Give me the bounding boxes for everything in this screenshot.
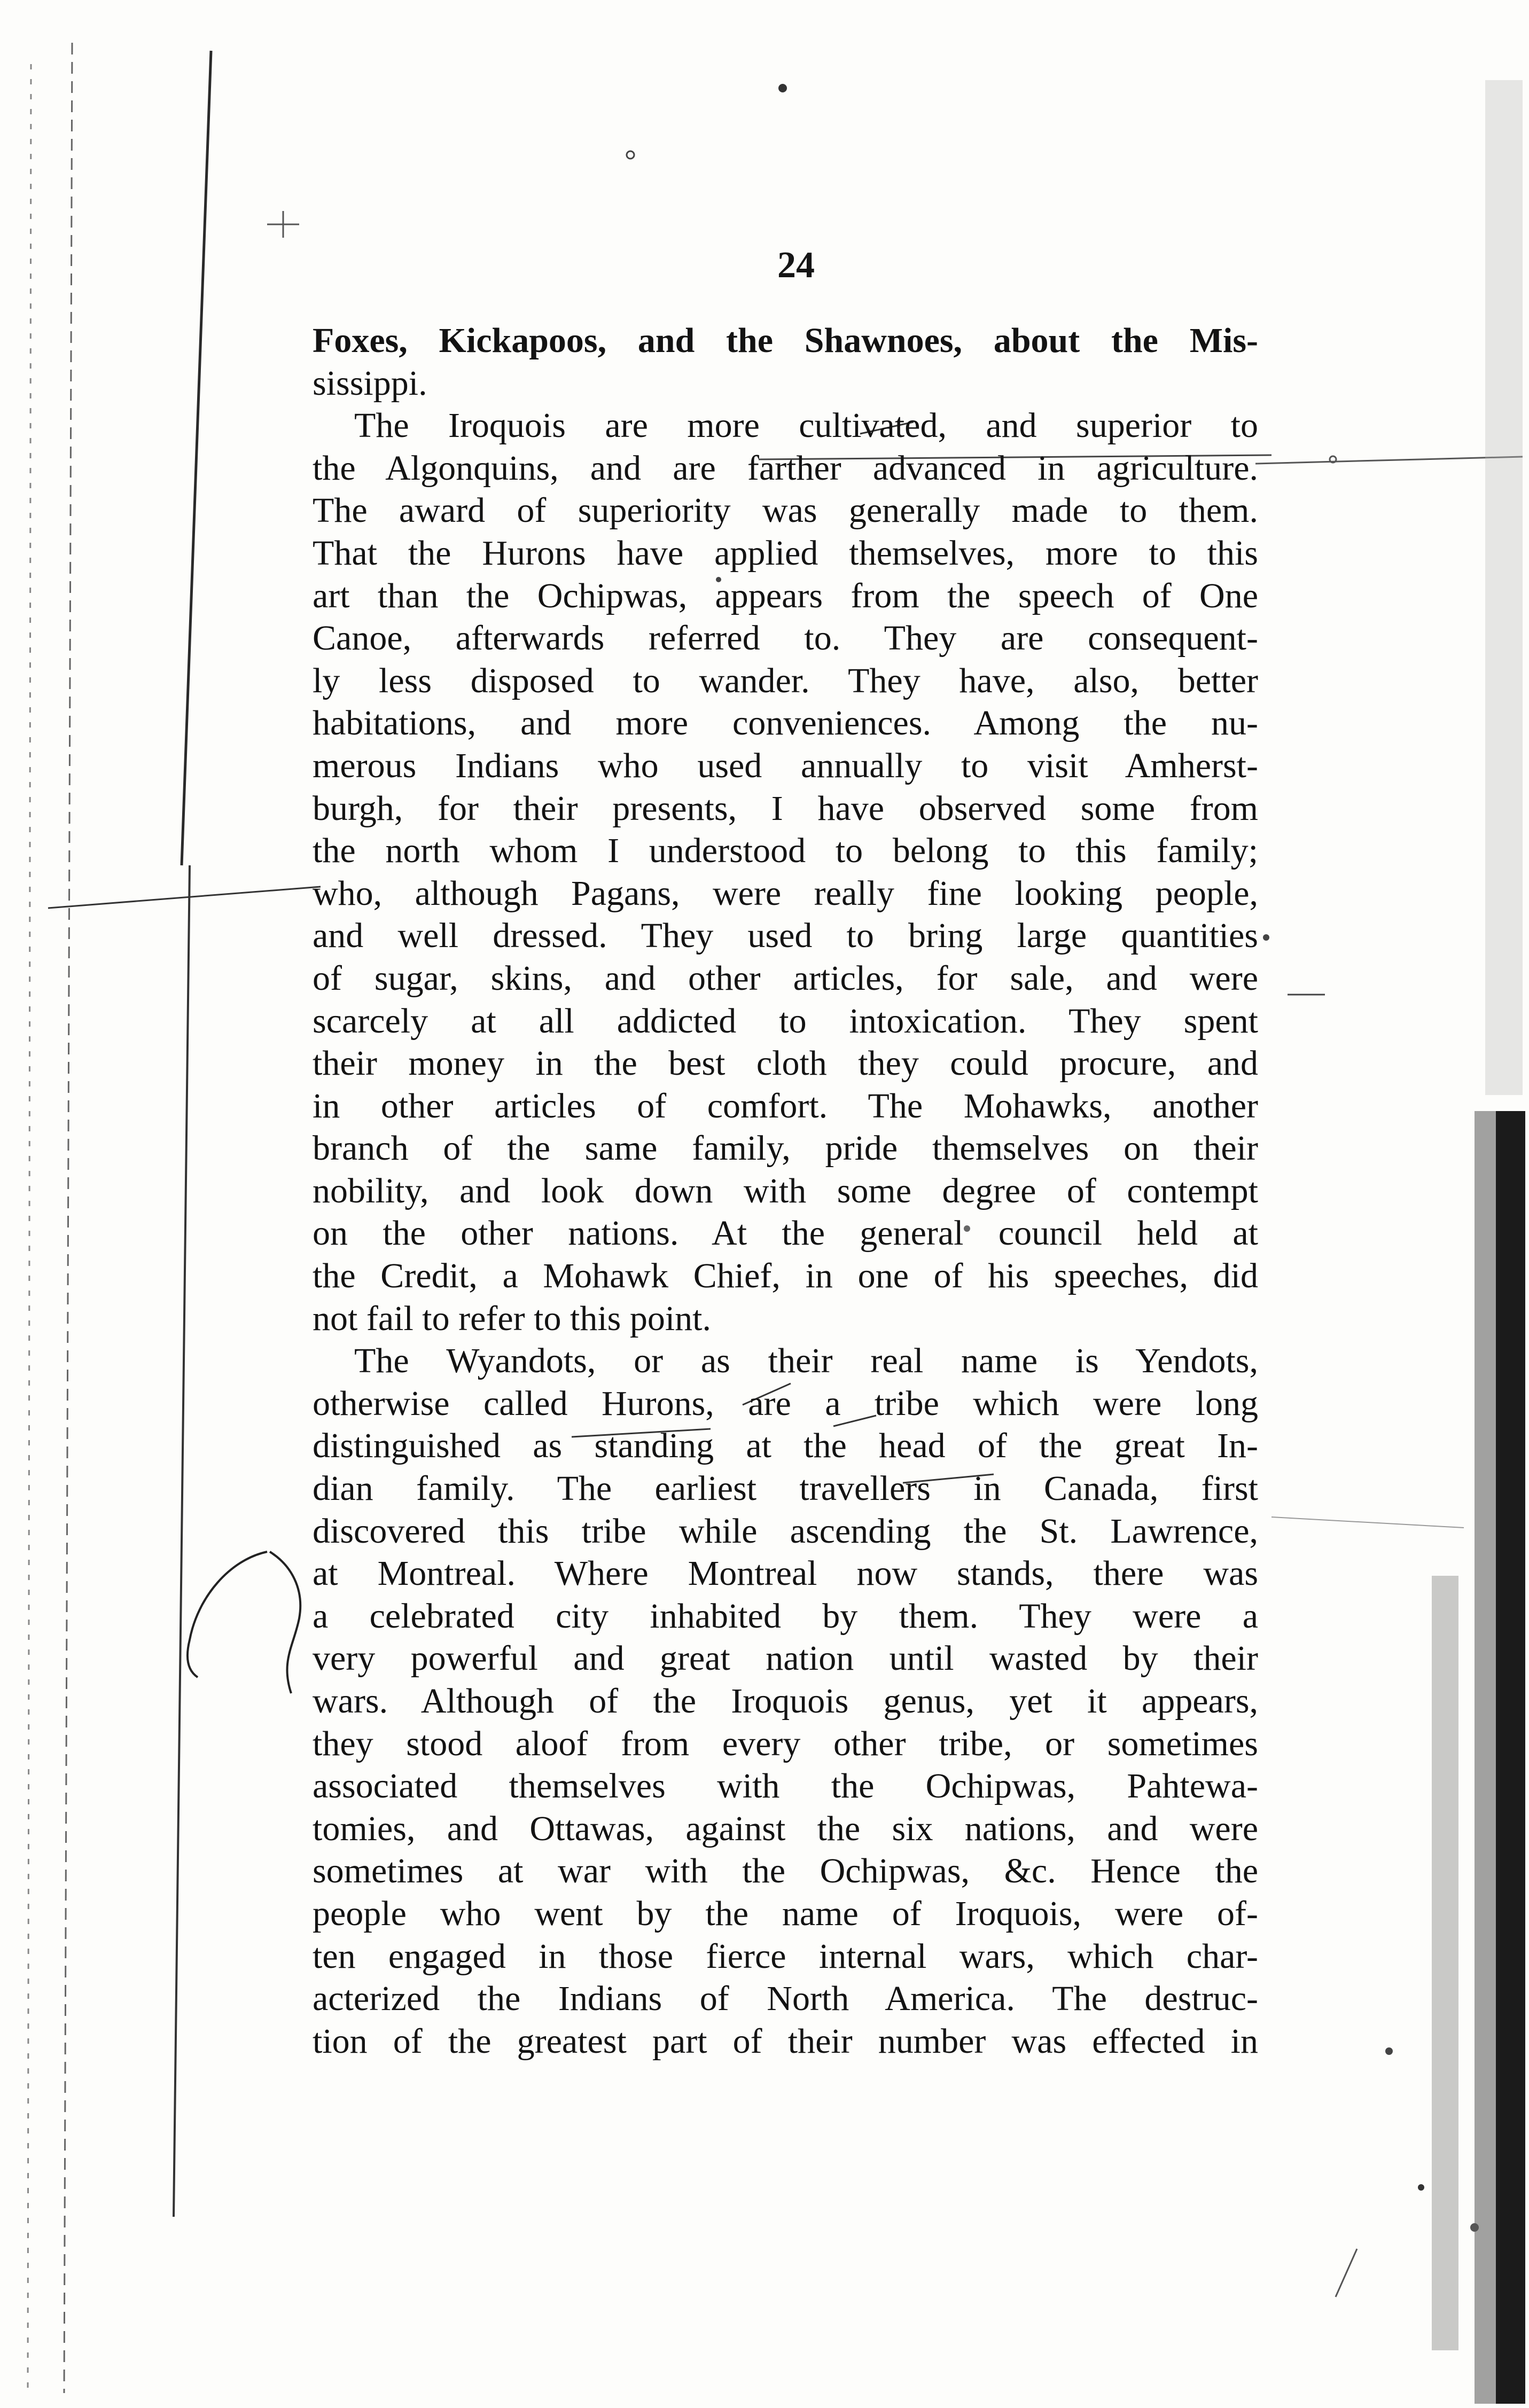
text-line: of sugar, skins, and other articles, for sale, and were [313,958,1258,998]
scan-speck [1263,934,1269,941]
text-line: at Montreal. Where Montreal now stands, there was [313,1554,1258,1593]
text-line: sometimes at war with the Ochipwas, &c. Hence the [313,1851,1258,1891]
text-line: their money in the best cloth they could procure, and [313,1044,1258,1083]
text-line: distinguished as standing at the head of the great In- [313,1426,1258,1466]
scan-speck [1385,2047,1393,2055]
text-line: they stood aloof from every other tribe, or sometimes [313,1724,1258,1763]
scan-speck [1470,2223,1479,2232]
scan-speck [1418,2184,1424,2191]
paragraph-wyandots [313,1340,1258,2062]
text-line: in other articles of comfort. The Mohawks, another [313,1086,1258,1125]
text-line: scarcely at all addicted to intoxication. They spent [313,1001,1258,1041]
text-line: The Wyandots, or as their real name is Yendots, [354,1341,1258,1381]
pencil-mark [1271,1517,1464,1528]
margin-rule-line [28,64,31,2393]
text-line: otherwise called Hurons, are a tribe which were long [313,1383,1258,1423]
text-line: art than the Ochipwas, appears from the speech of One [313,576,1258,615]
scan-speck [627,151,634,159]
pencil-mark [48,887,321,908]
pencil-bracket [188,1552,267,1677]
text-line: the north whom I understood to belong to this family; [313,831,1258,871]
text-line: on the other nations. At the general council held at [313,1214,1258,1253]
paragraph-iroquois [313,404,1258,1340]
pencil-mark [1255,457,1523,464]
text-line: merous Indians who used annually to visit Amherst- [313,746,1258,785]
text-line: and well dressed. They used to bring large quantities [313,916,1258,956]
text-line: That the Hurons have applied themselves, more to this [313,533,1258,573]
text-line: dian family. The earliest travellers in Canada, first [313,1469,1258,1508]
text-line: associated themselves with the Ochipwas, Pahtewa- [313,1766,1258,1806]
text-line: who, although Pagans, were really fine looking people, [313,873,1258,913]
text-line: tion of the greatest part of their number was effected in [313,2021,1258,2061]
binding-shadow [1485,80,1523,1095]
margin-rule-line [64,43,72,2393]
pencil-bracket [270,1552,300,1693]
text-line: very powerful and great nation until wasted by their [313,1639,1258,1678]
text-line: ten engaged in those fierce internal wars, which char- [313,1936,1258,1976]
text-line: tomies, and Ottawas, against the six nations, and were [313,1809,1258,1848]
binding-shadow [1496,1111,1525,2404]
binding-shadow [1475,1111,1496,2404]
margin-rule-line [182,51,211,865]
text-line: The Iroquois are more cultivated, and superior to [354,406,1258,445]
text-line: a celebrated city inhabited by them. They were a [313,1596,1258,1636]
text-line: discovered this tribe while ascending the St. Lawrence, [313,1511,1258,1551]
text-line: Foxes, Kickapoos, and the Shawnoes, about the Mis- [313,321,1258,360]
margin-rule-line [174,865,190,2217]
text-line: acterized the Indians of North America. The destruc- [313,1979,1258,2019]
scan-speck [267,211,299,238]
text-line: ly less disposed to wander. They have, also, better [313,661,1258,700]
text-line: The award of superiority was generally made to them. [313,491,1258,530]
text-line: burgh, for their presents, I have observed some from [313,788,1258,828]
text-line: the Algonquins, and are farther advanced in agriculture. [313,448,1258,488]
scan-speck [778,84,787,92]
text-line: people who went by the name of Iroquois, were of- [313,1894,1258,1933]
text-line: Canoe, afterwards referred to. They are consequent- [313,619,1258,658]
text-line: the Credit, a Mohawk Chief, in one of his speeches, did [313,1256,1258,1296]
text-line: not fail to refer to this point. [313,1299,712,1338]
text-line: sissippi. [313,363,427,403]
text-line: habitations, and more conveniences. Among the nu- [313,703,1258,743]
text-line: nobility, and look down with some degree of contempt [313,1171,1258,1210]
page-number: 24 [777,245,815,286]
text-line: wars. Although of the Iroquois genus, yet it appears, [313,1682,1258,1721]
body-text [313,319,1258,2062]
text-line: branch of the same family, pride themselves on their [313,1129,1258,1168]
paragraph-continuation [313,319,1258,404]
binding-shadow [1432,1576,1458,2350]
pencil-mark [1336,2249,1357,2297]
